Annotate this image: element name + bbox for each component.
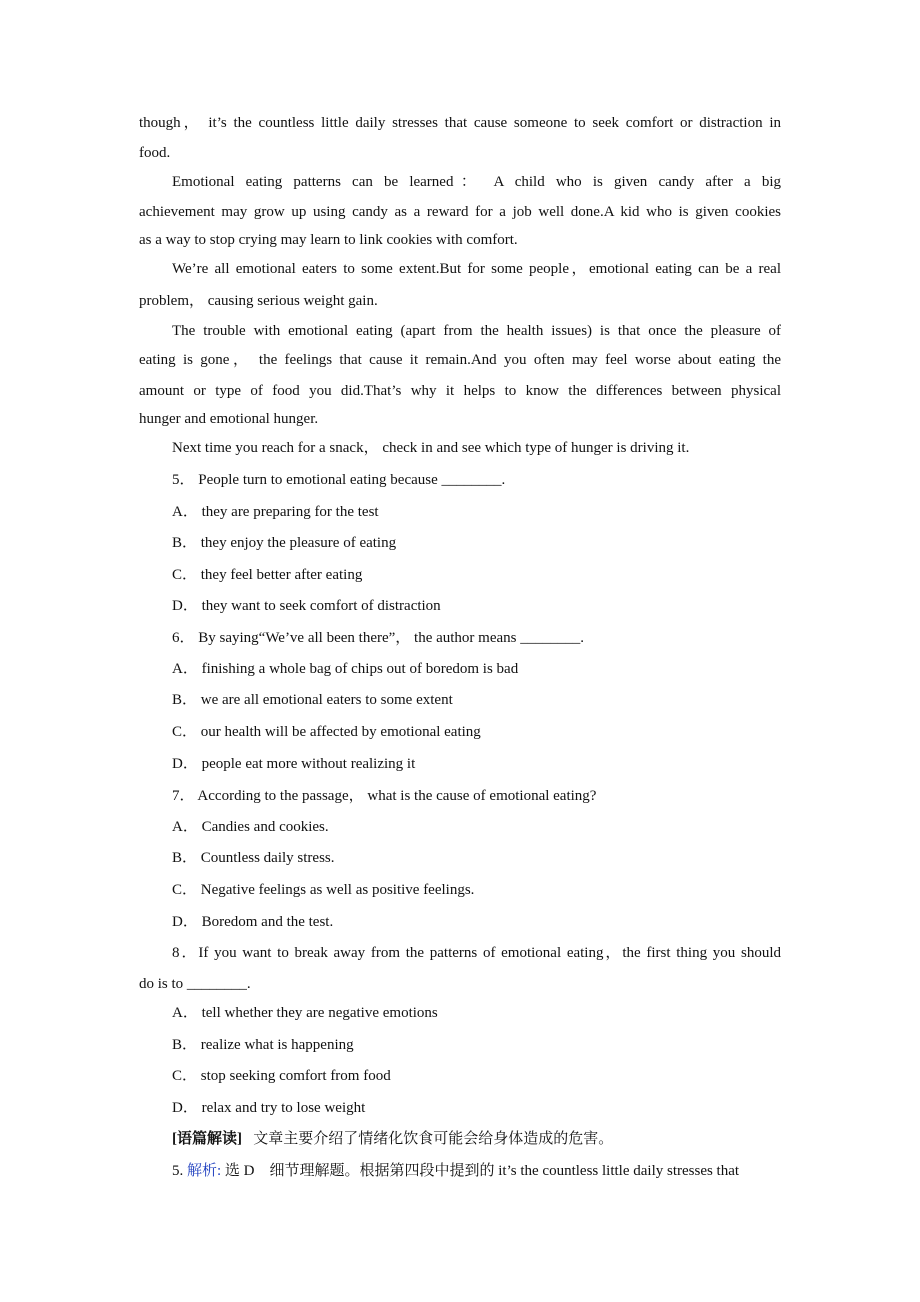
- option: C． Negative feelings as well as positive feelings.: [172, 882, 475, 898]
- option: B． we are all emotional eaters to some extent: [172, 692, 453, 708]
- passage-line: problem， causing serious weight gain.: [139, 293, 378, 309]
- passage-line: as a way to stop crying may learn to link cookies with comfort.: [139, 232, 518, 248]
- option: D． people eat more without realizing it: [172, 756, 416, 772]
- option: B． realize what is happening: [172, 1037, 354, 1053]
- question-7: 7． According to the passage， what is the cause of emotional eating?: [172, 788, 597, 804]
- passage-line: food.: [139, 145, 171, 161]
- answer-5: [172, 1161, 739, 1181]
- passage-line: Next time you reach for a snack， check in and see which type of hunger is driving it.: [172, 440, 690, 456]
- passage-summary: [172, 1129, 613, 1149]
- option: C． they feel better after eating: [172, 567, 363, 583]
- passage-line: hunger and emotional hunger.: [139, 411, 319, 427]
- option: C． stop seeking comfort from food: [172, 1068, 391, 1084]
- option: A． finishing a whole bag of chips out of boredom is bad: [172, 661, 519, 677]
- passage-line: The trouble with emotional eating (apart from the health issues) is that once the pleasure of: [172, 323, 781, 339]
- option: D． Boredom and the test.: [172, 914, 334, 930]
- option: D． they want to seek comfort of distraction: [172, 598, 441, 614]
- option: A． tell whether they are negative emotions: [172, 1005, 438, 1021]
- option: B． Countless daily stress.: [172, 850, 335, 866]
- question-8-continued: do is to ________.: [139, 976, 251, 992]
- answer-number: 5.: [172, 1163, 184, 1179]
- option: C． our health will be affected by emotional eating: [172, 724, 481, 740]
- passage-line: Emotional eating patterns can be learned： A child who is given candy after a big: [172, 174, 781, 190]
- passage-line: eating is gone， the feelings that cause it remain.And you often may feel worse about eating the: [139, 352, 781, 368]
- analysis-label: 解析:: [187, 1163, 222, 1179]
- question-5: 5． People turn to emotional eating because ________.: [172, 472, 506, 488]
- passage-line: We’re all emotional eaters to some extent.But for some people，emotional eating can be a real: [172, 261, 781, 277]
- option: A． they are preparing for the test: [172, 504, 379, 520]
- passage-line: achievement may grow up using candy as a reward for a job well done.A kid who is given cookies: [139, 204, 781, 220]
- passage-line: though， it’s the countless little daily stresses that cause someone to seek comfort or distraction in: [139, 115, 781, 131]
- summary-tag: [语篇解读]: [172, 1131, 242, 1147]
- question-8: 8．If you want to break away from the patterns of emotional eating，the first thing you should: [172, 945, 781, 961]
- option: A． Candies and cookies.: [172, 819, 329, 835]
- summary-text: 文章主要介绍了情绪化饮食可能会给身体造成的危害。: [253, 1131, 614, 1147]
- question-6: 6． By saying“We’ve all been there”， the author means ________.: [172, 630, 585, 646]
- option: B． they enjoy the pleasure of eating: [172, 535, 397, 551]
- option: D． relax and try to lose weight: [172, 1100, 366, 1116]
- answer-text: 选 D 细节理解题。根据第四段中提到的 it’s the countless little daily stresses that: [224, 1163, 740, 1179]
- passage-line: amount or type of food you did.That’s why it helps to know the differences between physical: [139, 383, 781, 399]
